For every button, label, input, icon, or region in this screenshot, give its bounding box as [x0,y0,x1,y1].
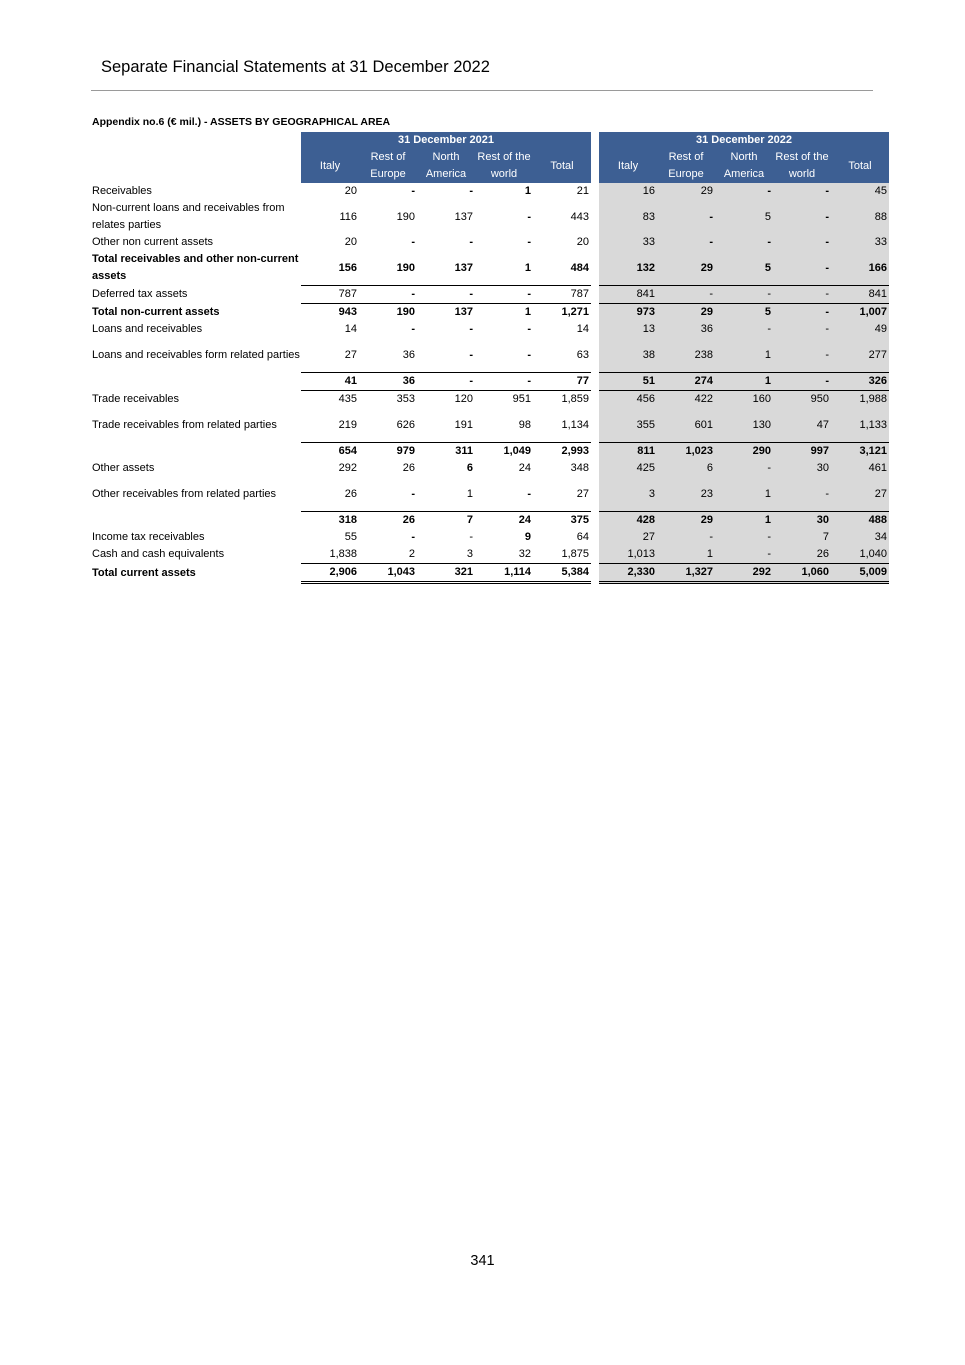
value-2022: 132 [599,251,657,286]
value-2022: 29 [657,251,715,286]
value-2021: 2,906 [301,564,359,583]
column-header: Rest of the world [475,149,533,183]
value-2021: - [411,487,415,500]
table-row [90,512,889,530]
value-2021: 311 [417,443,475,461]
value-2022: - [773,321,831,338]
value-2021: - [527,210,531,223]
value-2021: 5,384 [533,564,591,583]
row-label-text: Other receivables from related parties [92,487,277,500]
row-label [90,391,301,409]
value-2021: 21 [576,185,589,197]
column-header: North America [417,149,475,183]
value-2021: 191 [454,418,473,431]
table-row [90,251,889,286]
value-2021: 26 [359,512,417,530]
value-2022: 422 [657,391,715,409]
value-2021: 292 [338,462,357,474]
value-2021: - [527,323,531,335]
value-2021: 484 [570,261,589,274]
value-2021: 27 [576,487,589,500]
row-label [90,251,301,286]
value-2022: - [773,234,831,251]
value-2022: 45 [831,183,889,200]
table-row [90,200,889,234]
value-2022: 274 [657,373,715,391]
value-2022: 3 [599,477,657,512]
value-2022: - [773,183,831,200]
table-row [90,304,889,322]
value-2021: 156 [338,261,357,274]
value-2021: - [417,286,475,304]
value-2021: 36 [402,348,415,361]
value-2022: 16 [599,183,657,200]
table-row [90,408,889,443]
value-2022: 130 [715,408,773,443]
value-2021: 20 [344,236,357,248]
value-2021: 26 [344,487,357,500]
value-2021: 787 [301,286,359,304]
table-row [90,286,889,304]
table-row [90,460,889,477]
value-2022: 26 [773,546,831,564]
value-2021: - [469,236,473,248]
value-2021: 77 [533,373,591,391]
value-2021: 353 [359,391,417,409]
value-2021: - [469,323,473,335]
table-row [90,234,889,251]
value-2021: 137 [417,304,475,322]
row-label [90,373,301,391]
value-2022: 5 [715,304,773,322]
value-2022: 277 [831,338,889,373]
value-2022: 7 [773,529,831,546]
value-2022: 488 [831,512,889,530]
value-2022: 1 [715,477,773,512]
value-2021: 14 [344,323,357,335]
value-2021: - [411,531,415,543]
value-2022: 88 [831,200,889,234]
assets-by-geographical-area-table [90,132,889,584]
row-label [90,460,301,477]
value-2021: 1,859 [533,391,591,409]
table-row [90,529,889,546]
row-label-text: Receivables [92,185,152,197]
page-header-title: Separate Financial Statements at 31 December 2022 [101,58,490,76]
value-2021: 32 [518,548,531,560]
value-2022: 425 [599,460,657,477]
table-row [90,564,889,583]
value-2022: - [773,373,831,391]
value-2021: 943 [301,304,359,322]
value-2021: 41 [301,373,359,391]
row-label-text: Other assets [92,462,155,474]
value-2021: 1,049 [475,443,533,461]
value-2021: 787 [533,286,591,304]
value-2021: 951 [475,391,533,409]
value-2021: 1,271 [533,304,591,322]
value-2021: 2 [408,548,415,560]
row-label [90,546,301,564]
value-2022: 160 [715,391,773,409]
period-2022-header: 31 December 2022 [599,132,889,149]
value-2022: 23 [657,477,715,512]
value-2022: 83 [599,200,657,234]
value-2022: 29 [657,183,715,200]
value-2021: 1,875 [561,548,589,560]
row-label [90,408,301,443]
value-2022: 13 [599,321,657,338]
column-header: Rest of Europe [657,149,715,183]
value-2022: 1,133 [831,408,889,443]
row-label [90,512,301,530]
value-2021: 64 [576,531,589,543]
table-row [90,391,889,409]
column-header: Total [533,149,591,183]
value-2022: 601 [657,408,715,443]
value-2022: - [773,200,831,234]
value-2021: 318 [301,512,359,530]
value-2021: - [475,286,533,304]
row-label-text: Total non-current assets [92,305,220,318]
value-2021: 14 [576,323,589,335]
value-2022: - [715,546,773,564]
value-2022: 973 [599,304,657,322]
value-2021: - [527,236,531,248]
value-2022: - [715,460,773,477]
value-2022: - [657,529,715,546]
page-number: 341 [470,1253,495,1269]
value-2021: 120 [417,391,475,409]
value-2022: 5,009 [831,564,889,583]
value-2021: - [469,531,473,543]
value-2021: 1,114 [475,564,533,583]
value-2021: - [411,185,415,197]
value-2022: 997 [773,443,831,461]
value-2021: 1 [466,487,473,500]
value-2021: 1,134 [561,418,589,431]
value-2021: 20 [344,185,357,197]
value-2021: - [527,487,531,500]
value-2021: 1,838 [329,548,357,560]
column-header: Total [831,149,889,183]
value-2022: 841 [831,286,889,304]
value-2022: 1 [715,373,773,391]
column-header-row [90,149,889,183]
row-label-text: Cash and cash equivalents [92,548,225,561]
table-row [90,338,889,373]
value-2021: 36 [359,373,417,391]
value-2022: 428 [599,512,657,530]
value-2022: - [715,321,773,338]
value-2022: 238 [657,338,715,373]
value-2021: 24 [518,462,531,474]
value-2022: 1,988 [831,391,889,409]
value-2021: 98 [518,418,531,431]
value-2022: 1 [715,512,773,530]
row-label [90,564,301,583]
value-2022: - [715,529,773,546]
row-label [90,477,301,512]
value-2021: 20 [576,236,589,248]
value-2022: 29 [657,304,715,322]
row-label [90,529,301,546]
value-2021: - [469,348,473,361]
value-2022: 326 [831,373,889,391]
value-2022: - [657,234,715,251]
row-label-text: Income tax receivables [92,531,205,543]
row-label [90,321,301,338]
period-header-row [90,132,889,149]
value-2021: 1 [475,304,533,322]
value-2022: 166 [831,251,889,286]
value-2021: 435 [301,391,359,409]
value-2022: 36 [657,321,715,338]
value-2022: 34 [831,529,889,546]
value-2022: 49 [831,321,889,338]
value-2021: 626 [396,418,415,431]
table-row [90,443,889,461]
value-2022: 841 [599,286,657,304]
value-2021: 443 [570,210,589,223]
value-2022: 456 [599,391,657,409]
value-2022: 950 [773,391,831,409]
row-label [90,338,301,373]
value-2021: 63 [576,348,589,361]
value-2021: - [527,348,531,361]
value-2022: - [773,477,831,512]
value-2021: 979 [359,443,417,461]
value-2021: 190 [359,304,417,322]
value-2021: 321 [417,564,475,583]
value-2022: 355 [599,408,657,443]
table-title: Appendix no.6 (€ mil.) - ASSETS BY GEOGRAPHICAL AREA [92,116,391,128]
value-2021: - [411,236,415,248]
column-header: Italy [599,149,657,183]
value-2022: 290 [715,443,773,461]
value-2022: 47 [773,408,831,443]
value-2022: - [715,234,773,251]
value-2021: 26 [402,462,415,474]
column-header: Rest of the world [773,149,831,183]
value-2022: 30 [773,460,831,477]
value-2021: 1,043 [359,564,417,583]
value-2021: 137 [454,261,473,274]
value-2022: 1,013 [599,546,657,564]
value-2021: 137 [454,210,473,223]
value-2021: 375 [533,512,591,530]
value-2022: 29 [657,512,715,530]
row-label [90,234,301,251]
row-label [90,286,301,304]
value-2021: 24 [475,512,533,530]
value-2021: 3 [466,548,473,560]
value-2021: - [469,185,473,197]
row-label-text: Trade receivables [92,392,180,405]
value-2021: 27 [344,348,357,361]
value-2022: 5 [715,200,773,234]
value-2022: - [715,183,773,200]
value-2022: 1,023 [657,443,715,461]
row-label [90,443,301,461]
header-divider [91,90,873,91]
value-2022: 461 [831,460,889,477]
value-2022: 1,327 [657,564,715,583]
value-2021: - [417,373,475,391]
value-2022: 5 [715,251,773,286]
value-2021: - [359,286,417,304]
value-2022: 30 [773,512,831,530]
table-row [90,183,889,200]
value-2021: 348 [570,462,589,474]
row-label [90,183,301,200]
value-2022: 33 [599,234,657,251]
value-2021: 190 [396,210,415,223]
value-2022: 2,330 [599,564,657,583]
value-2022: 6 [657,460,715,477]
value-2021: 9 [524,531,531,543]
value-2022: 33 [831,234,889,251]
table-row [90,373,889,391]
value-2021: 219 [338,418,357,431]
value-2021: 55 [344,531,357,543]
value-2022: - [773,286,831,304]
row-label-text: Loans and receivables form related parties [92,348,300,361]
value-2022: - [773,251,831,286]
value-2022: - [715,286,773,304]
value-2022: 38 [599,338,657,373]
value-2021: 2,993 [533,443,591,461]
period-2021-header: 31 December 2021 [301,132,591,149]
table-row [90,477,889,512]
value-2022: - [657,286,715,304]
value-2022: 1,040 [831,546,889,564]
row-label [90,304,301,322]
value-2022: - [773,338,831,373]
row-label-text: Total receivables and other non-current assets [92,253,299,283]
column-header: Rest of Europe [359,149,417,183]
value-2021: 7 [417,512,475,530]
value-2022: 27 [831,477,889,512]
column-header: Italy [301,149,359,183]
row-label-text: Other non current assets [92,236,214,248]
table-row [90,546,889,564]
row-label-text: Total current assets [92,566,196,579]
column-header: North America [715,149,773,183]
row-label-text: Deferred tax assets [92,288,188,300]
row-label-text: Loans and receivables [92,323,203,335]
value-2022: 1,007 [831,304,889,322]
value-2022: 1,060 [773,564,831,583]
value-2022: 27 [599,529,657,546]
value-2021: 1 [524,261,531,274]
row-label-text: Trade receivables from related parties [92,418,277,431]
value-2021: 6 [466,462,473,474]
value-2022: 51 [599,373,657,391]
table-row [90,321,889,338]
value-2022: 3,121 [831,443,889,461]
value-2021: - [411,323,415,335]
value-2021: - [475,373,533,391]
value-2022: 1 [657,546,715,564]
value-2022: - [657,200,715,234]
row-label [90,200,301,234]
value-2022: 1 [715,338,773,373]
value-2021: 116 [339,210,357,223]
value-2021: 654 [301,443,359,461]
value-2022: 811 [599,443,657,461]
value-2022: 292 [715,564,773,583]
row-label-text: Non-current loans and receivables from relates parties [92,202,285,231]
value-2021: 1 [524,185,531,197]
value-2022: - [773,304,831,322]
value-2021: 190 [396,261,415,274]
